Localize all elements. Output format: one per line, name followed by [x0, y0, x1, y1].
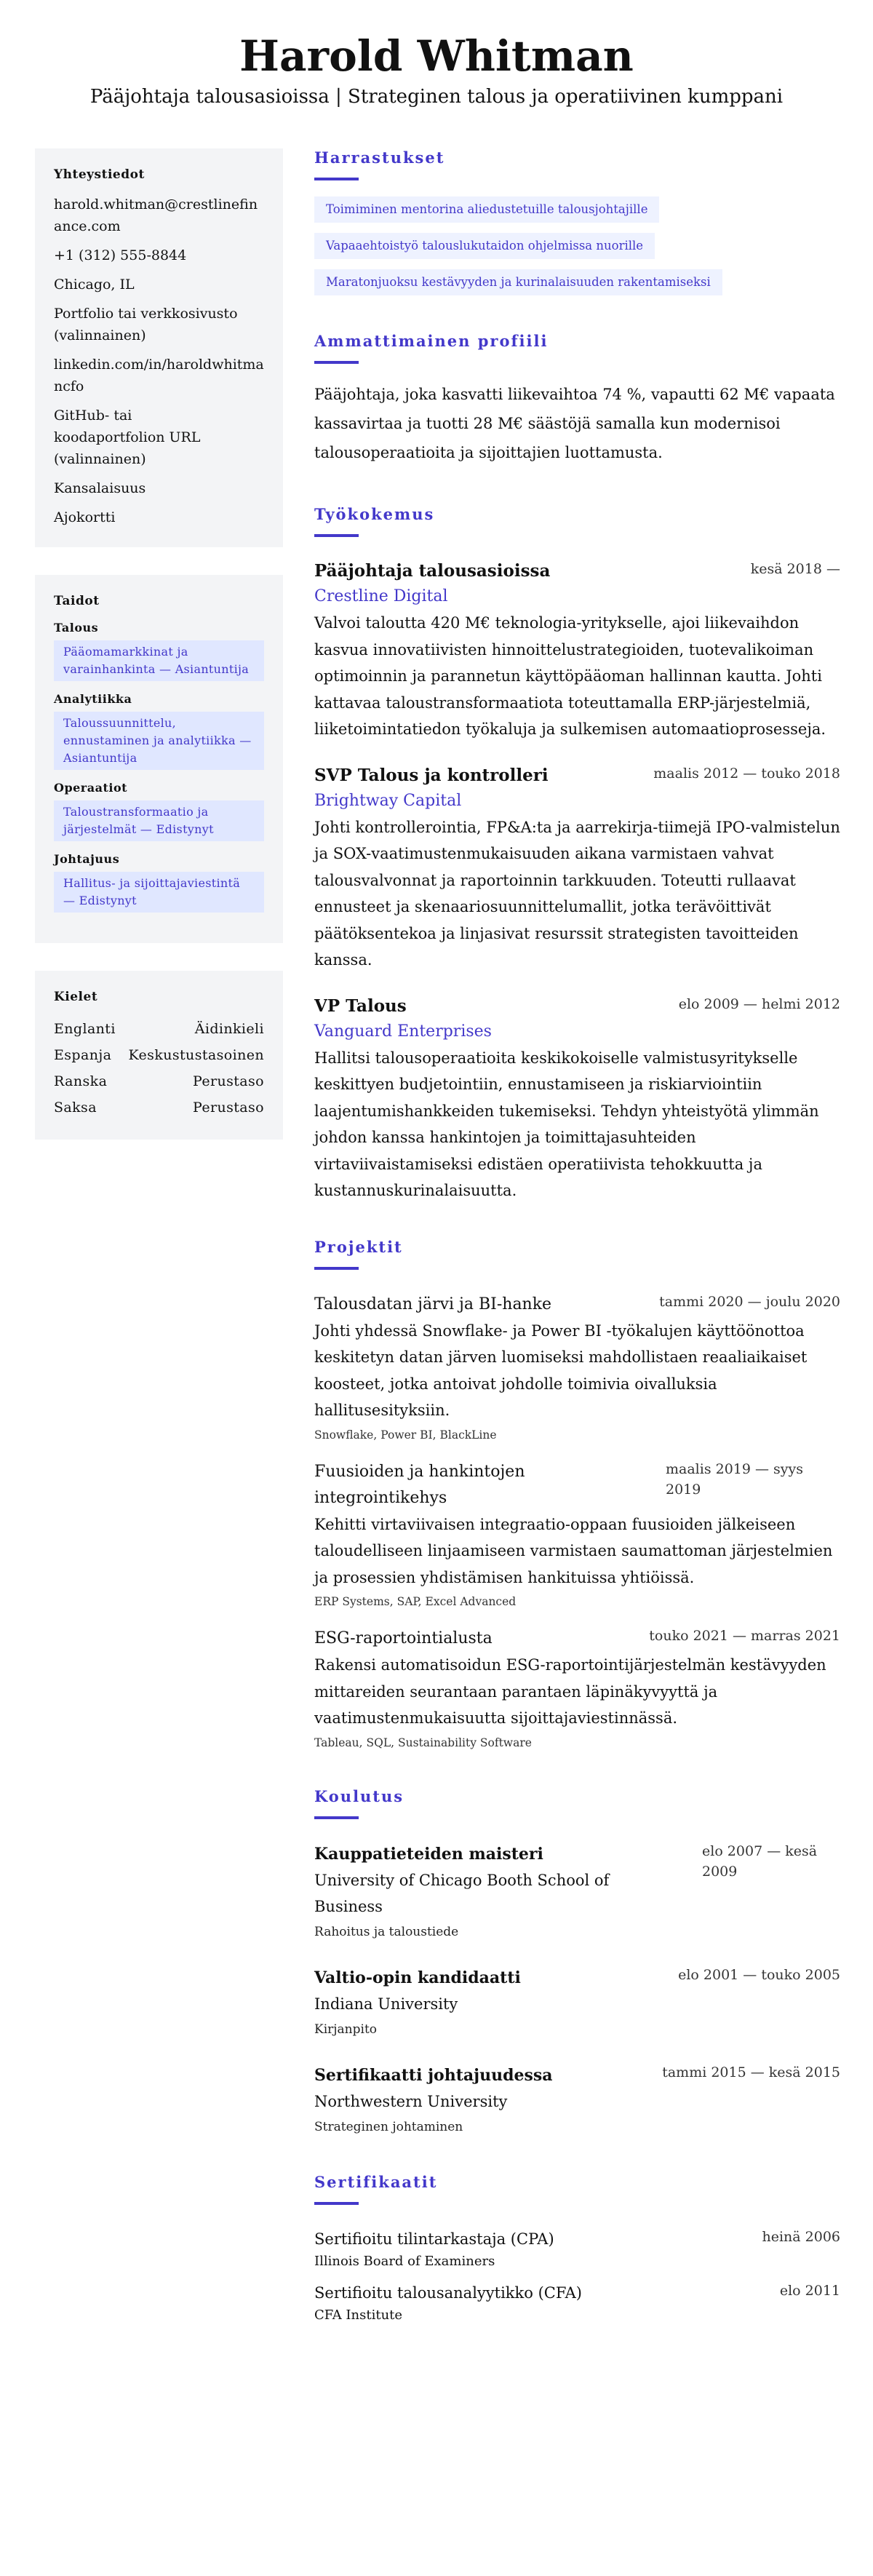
- education-entry: [314, 2062, 840, 2139]
- skill-chip: Taloustransformaatio ja järjestelmät — Edistynyt: [54, 800, 264, 841]
- projects-section: [314, 1238, 840, 1754]
- project-tags: Tableau, SQL, Sustainability Software: [314, 1736, 532, 1749]
- language-row: [54, 1094, 264, 1121]
- field-of-study: Kirjanpito: [314, 2022, 378, 2037]
- section-title: Projektit: [314, 1237, 403, 1256]
- language-name: Saksa: [54, 1100, 97, 1116]
- project-date: touko 2021 — marras 2021: [649, 1628, 840, 1644]
- project-description: Johti yhdessä Snowflake- ja Power BI -työkalujen käyttöönottoa keskitetyn datan järven luomiseksi mahdollistaen reaaliaikaiset koosteet, jotka antoivat johdolle toimivia oivalluksia hallitusesityksiin.: [314, 1321, 808, 1419]
- section-divider: [314, 178, 359, 180]
- hobby-chip: Vapaaehtoistyö talouslukutaidon ohjelmissa nuorille: [314, 233, 655, 259]
- profile-section: [314, 332, 840, 467]
- section-divider: [314, 361, 359, 364]
- language-level: Keskustustasoinen: [128, 1047, 264, 1063]
- school: Northwestern University: [314, 2092, 508, 2110]
- certification-name: Sertifioitu talousanalyytikko (CFA): [314, 2283, 582, 2302]
- sidebar: [35, 148, 283, 1167]
- project-tags: Snowflake, Power BI, BlackLine: [314, 1428, 497, 1442]
- job-company: Vanguard Enterprises: [314, 1022, 492, 1041]
- degree: Valtio-opin kandidaatti: [314, 1968, 521, 1987]
- degree: Sertifikaatti johtajuudessa: [314, 2065, 553, 2085]
- job-description: Valvoi taloutta 420 M€ teknologia-yritykselle, ajoi liikevaihdon kasvua innovatiivisten hinnoittelustrategioiden, tuotevalikoiman optimoinnin ja parannetun käyttöpääoman hallinnan kautta. Johti kattavaa taloustransformaatiota toteuttamalla ERP-järjestelmiä, liiketoimintatiedon työkaluja ja sulkemisen automaatioprosesseja.: [314, 614, 826, 738]
- project-tags: ERP Systems, SAP, Excel Advanced: [314, 1595, 517, 1608]
- skill-category: Operaatiot: [54, 781, 127, 795]
- job-title: SVP Talous ja kontrolleri: [314, 765, 549, 785]
- language-level: Perustaso: [193, 1073, 264, 1089]
- certification-name: Sertifioitu tilintarkastaja (CPA): [314, 2230, 554, 2248]
- job-description: Hallitsi talousoperaatioita keskikokoiselle valmistusyritykselle keskittyen budjetointiin, ennustamiseen ja riskiarviointiin laajentumishankkeiden tukemiseksi. Tehdyn yhteistyötä ylimmän johdon kanssa hankintojen ja toimittajasuhteiden virtaviivaistamiseksi edistäen operatiivista tehokkuutta ja kustannuskurinalaisuutta.: [314, 1049, 819, 1199]
- contact-card: [35, 148, 283, 547]
- education-date: elo 2001 — touko 2005: [678, 1966, 840, 1983]
- certification-entry: [314, 2227, 840, 2272]
- project-title: ESG-raportointialusta: [314, 1629, 493, 1647]
- job-date: elo 2009 — helmi 2012: [678, 995, 840, 1012]
- experience-section: [314, 505, 840, 1204]
- contact-title: Yhteystiedot: [54, 167, 145, 182]
- section-divider: [314, 2202, 359, 2205]
- certification-date: elo 2011: [779, 2282, 840, 2299]
- field-of-study: Strateginen johtaminen: [314, 2119, 463, 2134]
- job-title: Pääjohtaja talousasioissa: [314, 561, 551, 581]
- language-row: [54, 1016, 264, 1042]
- education-entry: [314, 1841, 840, 1944]
- section-divider: [314, 534, 359, 537]
- hobby-chip: Toimiminen mentorina aliedustetuille talousjohtajille: [314, 196, 659, 223]
- job-date: maalis 2012 — touko 2018: [653, 765, 840, 782]
- hobbies-section: [314, 148, 840, 306]
- project-title: Talousdatan järvi ja BI-hanke: [314, 1295, 552, 1313]
- job-date: kesä 2018 —: [750, 561, 840, 577]
- hobby-chip: Maratonjuoksu kestävyyden ja kurinalaisuuden rakentamiseksi: [314, 269, 722, 295]
- education-section: [314, 1787, 840, 2139]
- contact-linkedin[interactable]: linkedin.com/in/haroldwhitmancfo: [54, 357, 264, 394]
- job-entry: [314, 994, 840, 1204]
- language-name: Englanti: [54, 1021, 116, 1037]
- resume-header: [0, 0, 873, 109]
- certification-issuer: CFA Institute: [314, 2307, 403, 2323]
- certification-entry: [314, 2281, 840, 2326]
- job-company: Crestline Digital: [314, 587, 448, 605]
- contact-email[interactable]: harold.whitman@crestlinefinance.com: [54, 196, 258, 234]
- contact-citizenship: Kansalaisuus: [54, 480, 146, 496]
- job-company: Brightway Capital: [314, 791, 462, 810]
- candidate-name: Harold Whitman: [239, 31, 634, 81]
- section-divider: [314, 1267, 359, 1270]
- project-description: Kehitti virtaviivaisen integraatio-oppaan fuusioiden jälkeiseen taloudelliseen linjaamiseen varmistaen saumattoman järjestelmien ja prosessien yhdistämisen hankituissa yhtiöissä.: [314, 1515, 833, 1586]
- job-entry: [314, 763, 840, 974]
- languages-card: [35, 971, 283, 1140]
- job-description: Johti kontrollerointia, FP&A:ta ja aarrekirja-tiimejä IPO-valmistelun ja SOX-vaatimustenmukaisuuden aikana varmistaen vahvat talousvalvonnat ja raportoinnin tarkkuuden. Toteutti rullaavat ennusteet ja skenaariosuunnittelumallit, jotka terävöittivät päätöksentekoa ja linjasivat resurssit strategisten tavoitteiden kanssa.: [314, 818, 840, 969]
- job-title: VP Talous: [314, 995, 407, 1016]
- certification-issuer: Illinois Board of Examiners: [314, 2253, 495, 2269]
- contact-portfolio[interactable]: Portfolio tai verkkosivusto (valinnainen): [54, 306, 238, 343]
- degree: Kauppatieteiden maisteri: [314, 1844, 543, 1864]
- section-title: Sertifikaatit: [314, 2172, 438, 2191]
- skill-category: Johtajuus: [54, 852, 120, 866]
- section-title: Harrastukset: [314, 148, 445, 167]
- languages-title: Kielet: [54, 990, 98, 1004]
- skill-chip: Taloussuunnittelu, ennustaminen ja analytiikka — Asiantuntija: [54, 712, 264, 770]
- school: University of Chicago Booth School of Business: [314, 1871, 610, 1915]
- language-row: [54, 1068, 264, 1094]
- job-entry: [314, 559, 840, 743]
- language-name: Ranska: [54, 1073, 108, 1089]
- skill-chip: Pääomamarkkinat ja varainhankinta — Asiantuntija: [54, 640, 264, 681]
- contact-location: Chicago, IL: [54, 277, 135, 293]
- education-entry: [314, 1965, 840, 2042]
- section-title: Työkokemus: [314, 505, 435, 523]
- field-of-study: Rahoitus ja taloustiede: [314, 1924, 459, 1939]
- project-entry: [314, 1459, 840, 1613]
- project-date: maalis 2019 — syys 2019: [666, 1460, 804, 1498]
- main-content: [314, 148, 840, 2359]
- education-date: elo 2007 — kesä 2009: [702, 1842, 818, 1880]
- language-row: [54, 1042, 264, 1068]
- contact-license: Ajokortti: [54, 509, 116, 525]
- skill-chip: Hallitus- ja sijoittajaviestintä — Edistynyt: [54, 872, 264, 913]
- education-date: tammi 2015 — kesä 2015: [662, 2064, 840, 2080]
- certifications-section: [314, 2173, 840, 2326]
- candidate-subtitle: Pääjohtaja talousasioissa | Strateginen talous ja operatiivinen kumppani: [89, 86, 784, 108]
- school: Indiana University: [314, 1995, 458, 2013]
- profile-text: Pääjohtaja, joka kasvatti liikevaihtoa 74 %, vapautti 62 M€ vapaata kassavirtaa ja tuotti 28 M€ säästöjä samalla kun modernisoi talousoperaatioita ja sijoittajien luottamusta.: [314, 386, 835, 461]
- language-level: Perustaso: [193, 1100, 264, 1116]
- language-level: Äidinkieli: [194, 1021, 264, 1037]
- skill-category: Analytiikka: [54, 692, 132, 706]
- project-entry: [314, 1292, 840, 1446]
- project-entry: [314, 1626, 840, 1754]
- skills-title: Taidot: [54, 594, 100, 608]
- section-divider: [314, 1816, 359, 1819]
- language-name: Espanja: [54, 1047, 112, 1063]
- section-title: Ammattimainen profiili: [314, 332, 549, 350]
- certification-date: heinä 2006: [762, 2228, 840, 2245]
- project-description: Rakensi automatisoidun ESG-raportointijärjestelmän kestävyyden mittareiden seurantaan parantaen läpinäkyvyyttä ja vaatimustenmukaisuutta sijoittajaviestinnässä.: [314, 1656, 826, 1727]
- contact-phone: +1 (312) 555-8844: [54, 247, 187, 263]
- skills-card: [35, 575, 283, 943]
- contact-github[interactable]: GitHub- tai koodaportfolion URL (valinnainen): [54, 408, 201, 467]
- project-title: Fuusioiden ja hankintojen integrointikehys: [314, 1462, 525, 1507]
- section-title: Koulutus: [314, 1786, 404, 1805]
- skill-category: Talous: [54, 621, 99, 635]
- project-date: tammi 2020 — joulu 2020: [659, 1293, 840, 1310]
